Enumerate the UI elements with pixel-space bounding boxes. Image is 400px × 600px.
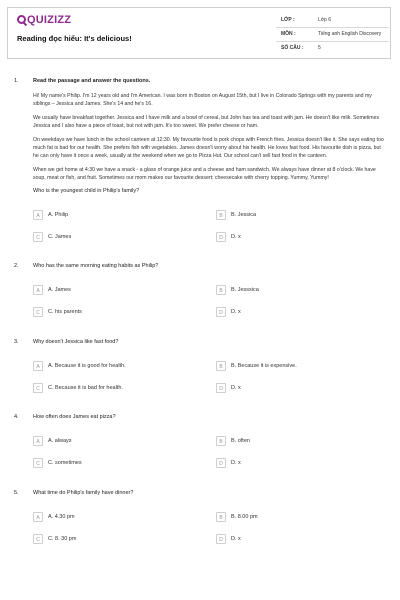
option-letter: D: [216, 458, 226, 468]
option-letter: A: [33, 512, 43, 522]
option-text: C. sometimes: [48, 460, 82, 467]
option-c[interactable]: [33, 455, 82, 469]
question-5: [12, 490, 388, 545]
question-number: 4.: [14, 414, 19, 420]
option-d[interactable]: [216, 304, 241, 318]
option-letter: B: [216, 361, 226, 371]
option-b[interactable]: [216, 206, 256, 220]
option-d[interactable]: [216, 530, 241, 544]
option-letter: C: [33, 232, 43, 242]
questions-list: [12, 78, 388, 544]
question-number: 5.: [14, 489, 19, 496]
option-text: C. James: [48, 233, 72, 240]
option-letter: D: [216, 383, 226, 393]
option-text: A. Philip: [48, 211, 69, 218]
question-text: Who is the youngest child in Philip's family?: [33, 187, 140, 194]
option-letter: C: [33, 383, 43, 393]
option-letter: B: [216, 285, 226, 295]
option-text: C. Because it is bad for health.: [48, 384, 123, 391]
option-text: D. x: [231, 233, 241, 240]
brand-logo: [17, 14, 71, 26]
option-c[interactable]: [33, 379, 123, 393]
meta-value: 5: [318, 45, 321, 51]
option-b[interactable]: [216, 357, 297, 371]
option-text: B. often: [231, 438, 250, 445]
meta-label: SỐ CÂU :: [281, 45, 304, 51]
option-letter: C: [33, 307, 43, 317]
question-number: 3.: [14, 338, 19, 345]
options-row: [33, 379, 388, 393]
options-row: [33, 357, 388, 371]
option-b[interactable]: [216, 433, 250, 447]
option-a[interactable]: [33, 433, 72, 447]
option-c[interactable]: [33, 304, 82, 318]
question-text: Why doesn't Jessica like fast food?: [33, 338, 119, 345]
question-text: How often does James eat pizza?: [33, 414, 116, 420]
option-c[interactable]: [33, 228, 71, 242]
meta-row-count: [276, 42, 389, 55]
options-row: [33, 455, 388, 469]
options-row: [33, 228, 388, 242]
question-2: [12, 263, 388, 318]
option-letter: B: [216, 436, 226, 446]
option-text: B. 8.00 pm: [231, 513, 258, 520]
passage-paragraph: Hi! My name's Philip. I'm 12 years old and I'm American. I was born in Boston on August 15th, but I live in Colorado Springs with my parents and my siblings – Jessica and James. She's 14 and he's 16.: [33, 92, 372, 107]
option-text: B. Jessica: [231, 211, 257, 218]
option-d[interactable]: [216, 455, 241, 469]
meta-row-class: [276, 14, 389, 28]
meta-label: LỚP :: [281, 17, 295, 23]
passage-paragraph: When we get home at 4:30 we have a snack - a glass of orange juice and a cheese and ham sandwich. We always have dinner at 8 o'clock. We have soup, meat or fish, and fruit. Sometimes our mom makes our favourite dessert: cheesecake with cherry topping. Yummy, Yummy!: [33, 166, 376, 181]
option-letter: D: [216, 232, 226, 242]
meta-table: [276, 14, 389, 55]
option-letter: A: [33, 285, 43, 295]
option-a[interactable]: [33, 206, 68, 220]
option-b[interactable]: [216, 282, 259, 296]
option-letter: B: [216, 512, 226, 522]
question-1: [12, 78, 388, 242]
option-a[interactable]: [33, 508, 75, 522]
worksheet-header: [7, 7, 391, 59]
option-d[interactable]: [216, 228, 241, 242]
options-row: [33, 530, 388, 544]
options-row: [33, 508, 388, 522]
options-row: [33, 304, 388, 318]
option-b[interactable]: [216, 508, 258, 522]
option-text: A. James: [48, 287, 71, 294]
meta-value: Tiếng anh English Discovery: [318, 31, 382, 37]
option-text: A. 4.30 pm: [48, 513, 75, 520]
meta-value: Lớp 6: [318, 17, 332, 23]
option-text: D. x: [231, 384, 241, 391]
question-number: 1.: [14, 78, 19, 84]
option-letter: D: [216, 307, 226, 317]
option-a[interactable]: [33, 282, 71, 296]
option-text: D. x: [231, 309, 241, 316]
option-text: B. Because it is expensive.: [231, 362, 297, 369]
option-text: D. x: [231, 535, 241, 542]
option-text: C. 8. 30 pm: [48, 535, 77, 542]
brand-name: QUIZIZZ: [27, 14, 72, 26]
option-text: B. Jesssica: [231, 287, 259, 294]
option-a[interactable]: [33, 357, 126, 371]
option-text: A. Because it is good for health.: [48, 362, 126, 369]
option-d[interactable]: [216, 379, 241, 393]
option-letter: C: [33, 458, 43, 468]
question-text: What time do Philip's family have dinner?: [33, 489, 134, 496]
option-letter: A: [33, 436, 43, 446]
option-text: A. always: [48, 438, 72, 445]
question-3: [12, 339, 388, 394]
option-letter: A: [33, 361, 43, 371]
option-letter: B: [216, 210, 226, 220]
options-row: [33, 433, 388, 447]
option-letter: A: [33, 210, 43, 220]
passage-paragraph: We usually have breakfast together. Jessica and I have milk and a bowl of cereal, but John has tea and toast with jam. He doesn't like milk. Sometimes Jessica and I also have a piece of toast, but not with jam. It's too sweet. We prefer cheese or ham.: [33, 114, 380, 129]
meta-row-subject: [276, 28, 389, 42]
options-row: [33, 206, 388, 220]
options-row: [33, 282, 388, 296]
option-letter: C: [33, 534, 43, 544]
meta-label: MÔN :: [281, 31, 296, 37]
question-text: Who has the same morning eating habits as Philip?: [33, 263, 159, 269]
option-c[interactable]: [33, 530, 76, 544]
option-text: C. his parents: [48, 309, 82, 316]
option-letter: D: [216, 534, 226, 544]
question-number: 2.: [14, 263, 19, 269]
option-text: D. x: [231, 460, 241, 467]
document-title: Reading đọc hiểu: It's delicious!: [17, 34, 132, 43]
quizizz-logo-icon: [17, 15, 26, 24]
question-4: [12, 414, 388, 469]
passage-paragraph: On weekdays we have lunch in the school canteen at 12:30. My favourite food is pork chops with French fries. Jessica doesn't like it. She says eating too much fat is bad for our health. She prefers fish with vegetables. James doesn't worry about his health. He loves fast food. His favourite dish is pizza, but he can only have it once a week, usually at the weekend when we go to Pizza Hut. Our school can't sell fast food in the canteen.: [33, 136, 384, 159]
question-instruction: Read the passage and answer the questions.: [33, 78, 151, 84]
